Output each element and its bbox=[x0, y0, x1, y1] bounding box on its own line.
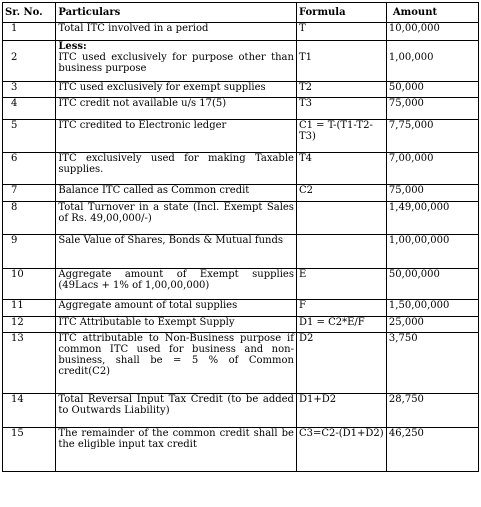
row-amount: 10,00,000 bbox=[386, 23, 478, 41]
header-particulars: Particulars bbox=[56, 3, 297, 23]
row-amount: 28,750 bbox=[386, 394, 478, 428]
row-amount: 7,00,000 bbox=[386, 153, 478, 185]
itc-calculation-table bbox=[2, 2, 479, 472]
row-particulars: Sale Value of Shares, Bonds & Mutual funds bbox=[56, 235, 297, 269]
row-amount: 1,50,00,000 bbox=[386, 300, 478, 317]
header-amount: Amount bbox=[386, 3, 478, 23]
table-row bbox=[3, 333, 479, 394]
header-sr-no: Sr. No. bbox=[3, 3, 56, 23]
row-formula: T3 bbox=[296, 98, 386, 120]
header-formula: Formula bbox=[296, 3, 386, 23]
row-particulars bbox=[56, 41, 297, 82]
row-sr-no: 5 bbox=[3, 120, 56, 153]
row-formula: T1 bbox=[296, 41, 386, 82]
row-sr-no: 11 bbox=[3, 300, 56, 317]
row-formula: D2 bbox=[296, 333, 386, 394]
table-row bbox=[3, 202, 479, 235]
row-amount: 7,75,000 bbox=[386, 120, 478, 153]
row-sr-no: 1 bbox=[3, 23, 56, 41]
row-amount: 46,250 bbox=[386, 428, 478, 472]
row-formula: C2 bbox=[296, 185, 386, 202]
row-sr-no: 8 bbox=[3, 202, 56, 235]
row-particulars: ITC used exclusively for exempt supplies bbox=[56, 82, 297, 98]
row-sr-no: 9 bbox=[3, 235, 56, 269]
row-particulars: Total ITC involved in a period bbox=[56, 23, 297, 41]
table-row bbox=[3, 153, 479, 185]
row-sr-no: 10 bbox=[3, 269, 56, 300]
table-row bbox=[3, 235, 479, 269]
row-formula: T2 bbox=[296, 82, 386, 98]
row-amount: 75,000 bbox=[386, 98, 478, 120]
table-row bbox=[3, 120, 479, 153]
row-sr-no: 6 bbox=[3, 153, 56, 185]
row-particulars: The remainder of the common credit shall be the eligible input tax credit bbox=[56, 428, 297, 472]
row-particulars: Balance ITC called as Common credit bbox=[56, 185, 297, 202]
row-formula: C1 = T-(T1-T2-T3) bbox=[296, 120, 386, 153]
row-amount: 1,00,00,000 bbox=[386, 235, 478, 269]
row-particulars: Total Reversal Input Tax Credit (to be added to Outwards Liability) bbox=[56, 394, 297, 428]
row-sr-no: 7 bbox=[3, 185, 56, 202]
row-amount: 50,00,000 bbox=[386, 269, 478, 300]
table-row bbox=[3, 428, 479, 472]
table-row bbox=[3, 185, 479, 202]
table-row bbox=[3, 41, 479, 82]
table-row bbox=[3, 269, 479, 300]
row-amount: 1,49,00,000 bbox=[386, 202, 478, 235]
row-formula: F bbox=[296, 300, 386, 317]
row-sr-no: 15 bbox=[3, 428, 56, 472]
row-particulars: ITC attributable to Non-Business purpose if common ITC used for business and non-business, shall be = 5 % of Common credit(C2) bbox=[56, 333, 297, 394]
row-sr-no: 13 bbox=[3, 333, 56, 394]
table-row bbox=[3, 300, 479, 317]
row-amount: 1,00,000 bbox=[386, 41, 478, 82]
row-sr-no: 12 bbox=[3, 317, 56, 333]
row-formula bbox=[296, 202, 386, 235]
table-row bbox=[3, 394, 479, 428]
row-particulars: ITC credited to Electronic ledger bbox=[56, 120, 297, 153]
row-amount: 3,750 bbox=[386, 333, 478, 394]
row-formula: C3=C2-(D1+D2) bbox=[296, 428, 386, 472]
table-row bbox=[3, 23, 479, 41]
row-particulars: ITC Attributable to Exempt Supply bbox=[56, 317, 297, 333]
table-row bbox=[3, 317, 479, 333]
less-label: Less: bbox=[58, 41, 87, 52]
row-formula: T4 bbox=[296, 153, 386, 185]
row-particulars: Total Turnover in a state (Incl. Exempt Sales of Rs. 49,00,000/-) bbox=[56, 202, 297, 235]
row-formula: E bbox=[296, 269, 386, 300]
table-header-row bbox=[3, 3, 479, 23]
row-particulars: Aggregate amount of Exempt supplies (49Lacs + 1% of 1,00,00,000) bbox=[56, 269, 297, 300]
row-formula: D1 = C2*E/F bbox=[296, 317, 386, 333]
row-formula: D1+D2 bbox=[296, 394, 386, 428]
row-sr-no: 4 bbox=[3, 98, 56, 120]
row-formula bbox=[296, 235, 386, 269]
row-sr-no: 3 bbox=[3, 82, 56, 98]
row-amount: 75,000 bbox=[386, 185, 478, 202]
row-amount: 25,000 bbox=[386, 317, 478, 333]
row-particulars: Aggregate amount of total supplies bbox=[56, 300, 297, 317]
table-row bbox=[3, 82, 479, 98]
row-amount: 50,000 bbox=[386, 82, 478, 98]
row-particulars: ITC credit not available u/s 17(5) bbox=[56, 98, 297, 120]
table-row bbox=[3, 98, 479, 120]
row-particulars: ITC exclusively used for making Taxable supplies. bbox=[56, 153, 297, 185]
row-particulars-text: ITC used exclusively for purpose other than business purpose bbox=[58, 52, 294, 74]
row-sr-no: 14 bbox=[3, 394, 56, 428]
row-sr-no: 2 bbox=[3, 41, 56, 82]
row-formula: T bbox=[296, 23, 386, 41]
